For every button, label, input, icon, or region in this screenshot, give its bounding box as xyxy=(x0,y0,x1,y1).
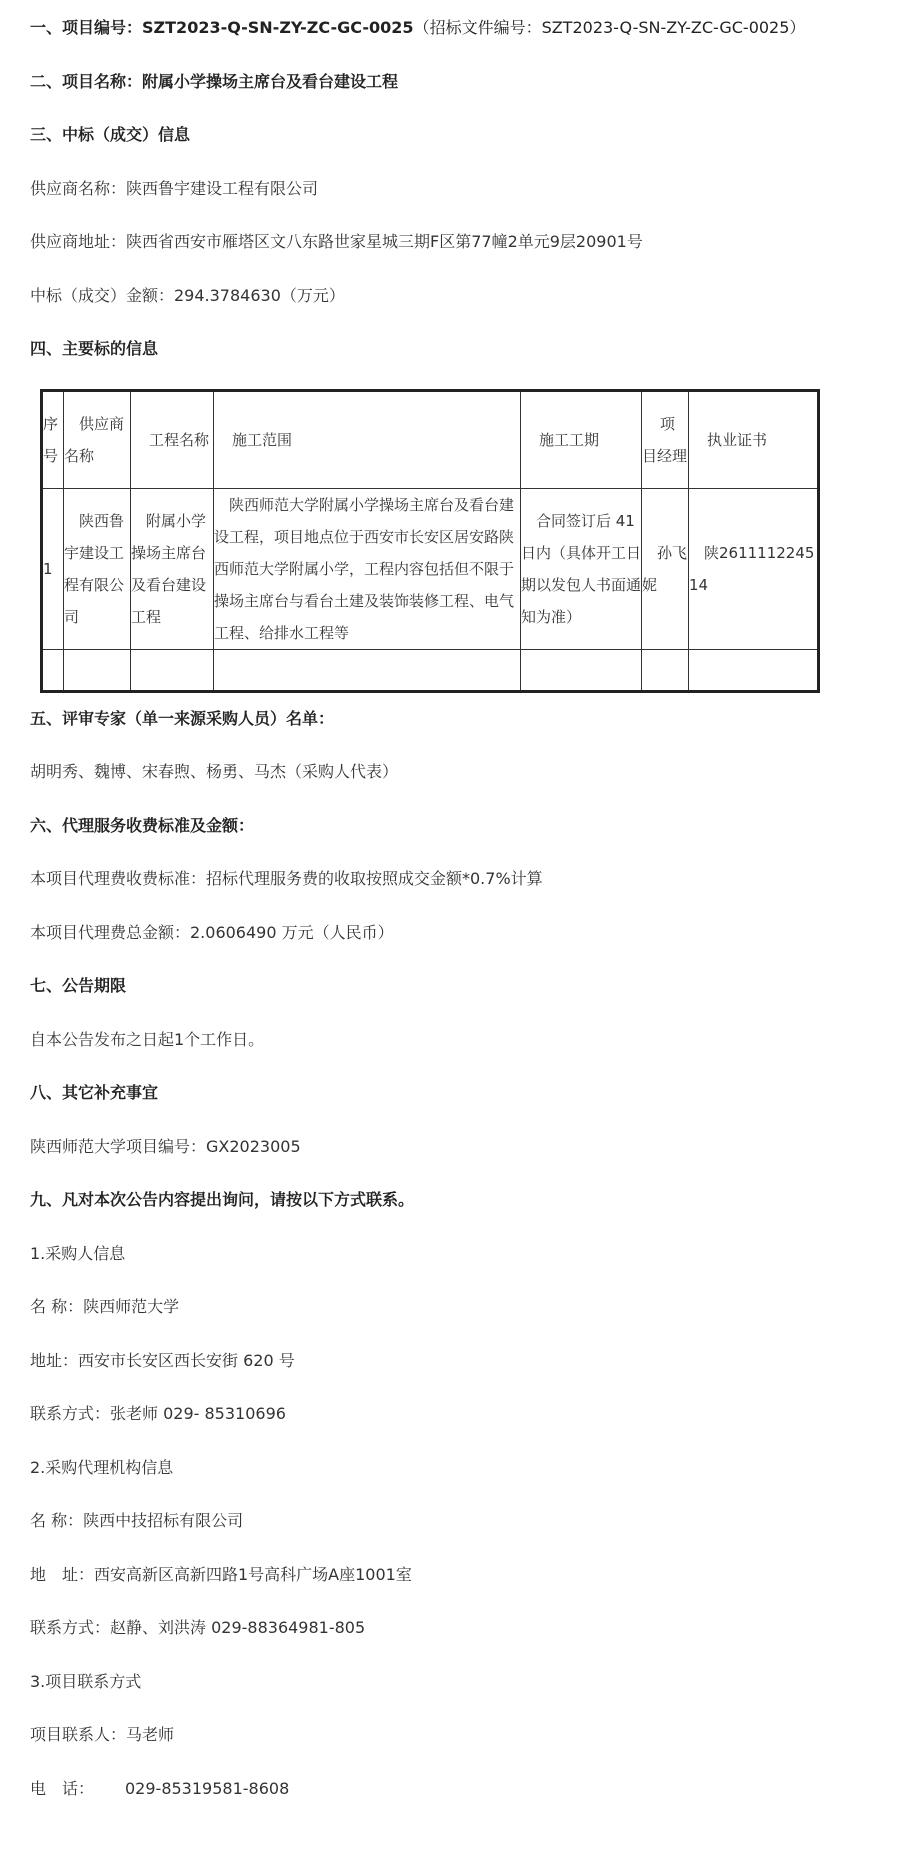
empty-cell xyxy=(689,650,819,692)
project-name-line xyxy=(30,71,398,93)
project-number-label: 一、项目编号： xyxy=(30,18,143,37)
header-scope: 施工范围 xyxy=(214,391,521,489)
project-contact-title: 3.项目联系方式 xyxy=(30,1672,142,1691)
empty-cell xyxy=(64,650,131,692)
header-seq: 序号 xyxy=(42,391,64,489)
agency-contact: 联系方式：赵静、刘洪涛 029-88364981-805 xyxy=(30,1618,366,1637)
tender-file-number: （招标文件编号：SZT2023-Q-SN-ZY-ZC-GC-0025） xyxy=(413,18,806,37)
cell-cert: 陕261111224514 xyxy=(689,489,819,650)
notice-period-text: 自本公告发布之日起1个工作日。 xyxy=(30,1030,265,1049)
supplier-address: 供应商地址：陕西省西安市雁塔区文八东路世家星城三期F区第77幢2单元9层20901号 xyxy=(30,232,643,251)
agency-address: 地 址：西安高新区高新四路1号高科广场A座1001室 xyxy=(30,1565,412,1584)
table-row xyxy=(42,489,819,650)
purchaser-name: 名 称：陕西师范大学 xyxy=(30,1297,180,1316)
agency-fee-heading: 六、代理服务收费标准及金额： xyxy=(30,816,255,835)
table-empty-row xyxy=(42,650,819,692)
experts-heading: 五、评审专家（单一来源采购人员）名单： xyxy=(30,709,335,728)
cell-seq: 1 xyxy=(42,489,64,650)
empty-cell xyxy=(42,650,64,692)
award-amount: 中标（成交）金额：294.3784630（万元） xyxy=(30,286,345,305)
supplementary-heading: 八、其它补充事宜 xyxy=(30,1083,159,1102)
purchaser-title: 1.采购人信息 xyxy=(30,1244,126,1263)
project-name-label: 二、项目名称： xyxy=(30,72,143,91)
supplementary-text: 陕西师范大学项目编号：GX2023005 xyxy=(30,1137,301,1156)
header-project: 工程名称 xyxy=(131,391,214,489)
notice-period-heading: 七、公告期限 xyxy=(30,976,127,995)
empty-cell xyxy=(642,650,689,692)
main-subject-heading: 四、主要标的信息 xyxy=(30,339,159,358)
award-info-heading: 三、中标（成交）信息 xyxy=(30,125,191,144)
supplier-name: 供应商名称：陕西鲁宇建设工程有限公司 xyxy=(30,179,319,198)
project-name-value: 附属小学操场主席台及看台建设工程 xyxy=(142,72,399,91)
header-supplier: 供应商名称 xyxy=(64,391,131,489)
project-number-line xyxy=(30,17,805,39)
agency-name: 名 称：陕西中技招标有限公司 xyxy=(30,1511,244,1530)
contact-heading: 九、凡对本次公告内容提出询问，请按以下方式联系。 xyxy=(30,1190,415,1209)
header-cert: 执业证书 xyxy=(689,391,819,489)
project-number-code: SZT2023-Q-SN-ZY-ZC-GC-0025 xyxy=(142,18,414,37)
agency-fee-total: 本项目代理费总金额：2.0606490 万元（人民币） xyxy=(30,923,394,942)
empty-cell xyxy=(131,650,214,692)
empty-cell xyxy=(521,650,642,692)
table-header-row xyxy=(42,391,819,489)
purchaser-address: 地址：西安市长安区西长安街 620 号 xyxy=(30,1351,295,1370)
cell-scope: 陕西师范大学附属小学操场主席台及看台建设工程，项目地点位于西安市长安区居安路陕西师范大学附属小学，工程内容包括但不限于操场主席台与看台土建及装饰装修工程、电气工程、给排水工程等 xyxy=(214,489,521,650)
project-phone-label: 电 话： xyxy=(30,1779,95,1798)
purchaser-contact: 联系方式：张老师 029- 85310696 xyxy=(30,1404,286,1423)
header-manager: 项目经理 xyxy=(642,391,689,489)
cell-manager: 孙飞妮 xyxy=(642,489,689,650)
agency-title: 2.采购代理机构信息 xyxy=(30,1458,174,1477)
cell-supplier: 陕西鲁宇建设工程有限公司 xyxy=(64,489,131,650)
project-phone xyxy=(30,1778,289,1800)
empty-cell xyxy=(214,650,521,692)
cell-period: 合同签订后 41日内（具体开工日期以发包人书面通知为准） xyxy=(521,489,642,650)
experts-names: 胡明秀、魏博、宋春煦、杨勇、马杰（采购人代表） xyxy=(30,762,399,781)
project-phone-value: 029-85319581-8608 xyxy=(125,1779,290,1798)
project-contact-person: 项目联系人：马老师 xyxy=(30,1725,175,1744)
agency-fee-standard: 本项目代理费收费标准：招标代理服务费的收取按照成交金额*0.7%计算 xyxy=(30,869,543,888)
award-table xyxy=(40,389,820,693)
header-period: 施工工期 xyxy=(521,391,642,489)
cell-project: 附属小学操场主席台及看台建设工程 xyxy=(131,489,214,650)
